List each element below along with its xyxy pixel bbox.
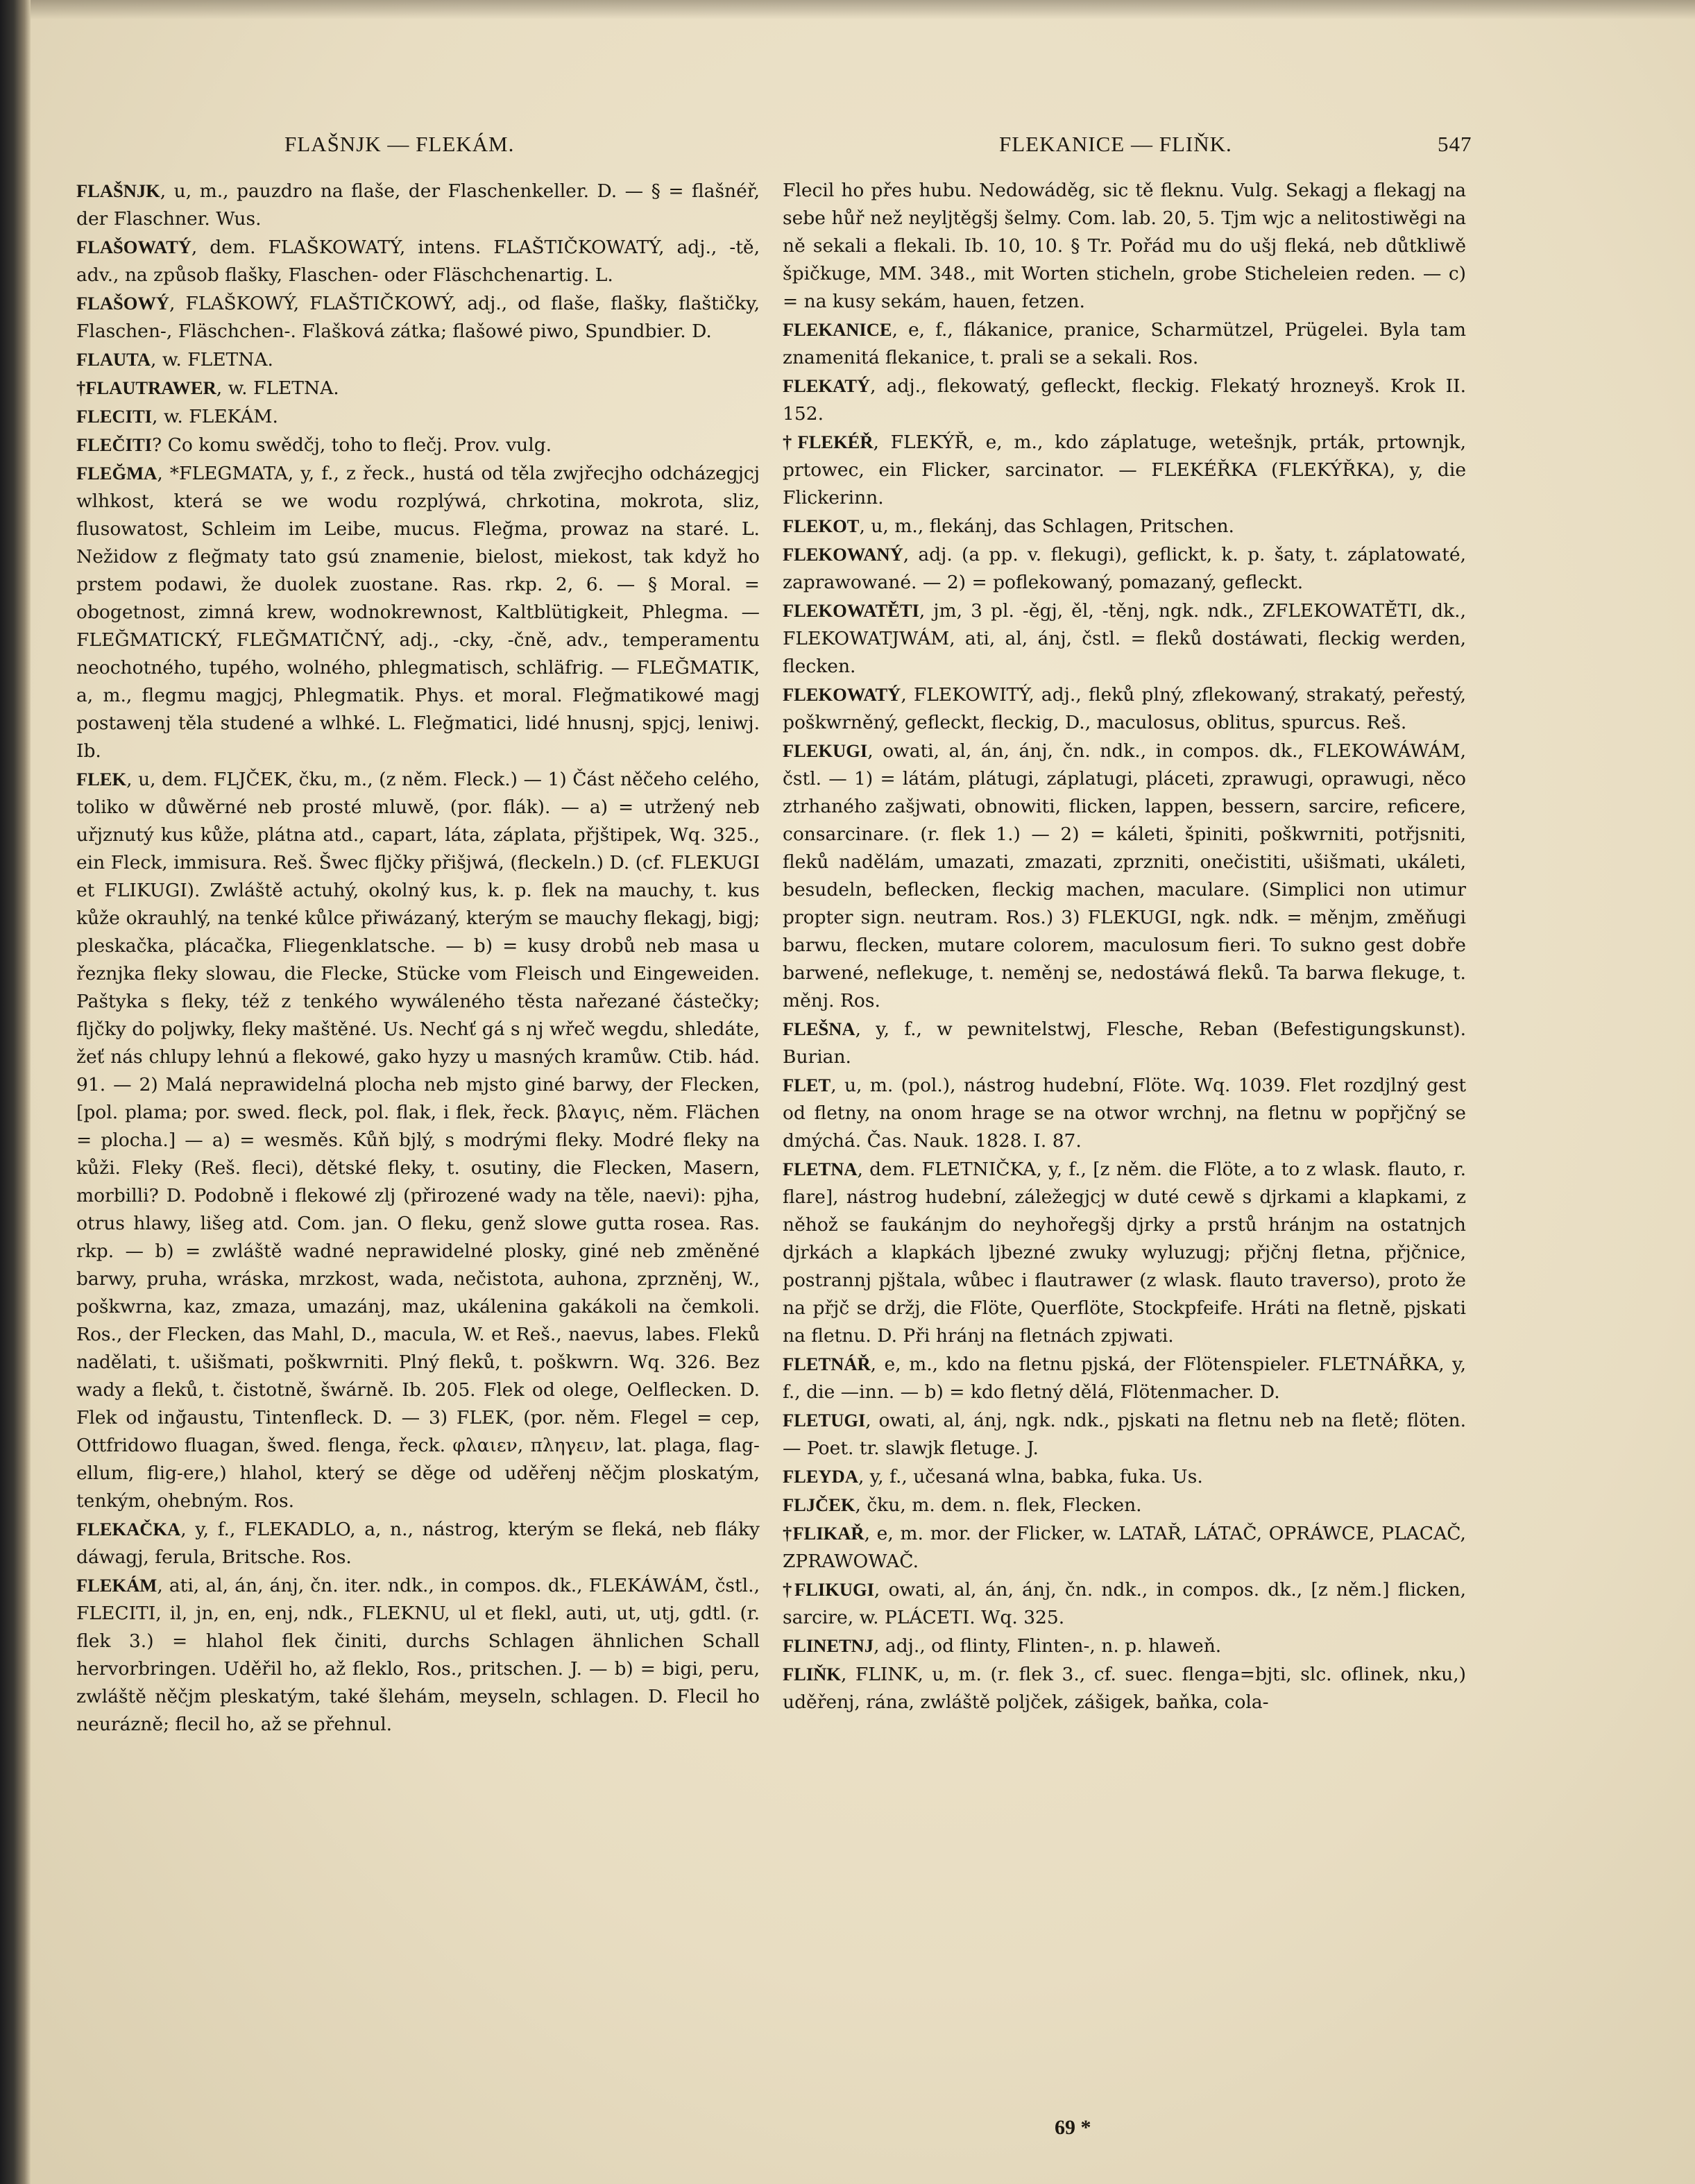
entry-headword: FLAŠOWATÝ [76, 237, 191, 257]
entry-text: , FLEKÝŘ, e, m., kdo záplatuge, wetešnjk, prták, prtownjk, prtowec, ein Flicker, sarcinator. — FLEKÉŘKA (FLEKÝŘKA), y, die Flickerinn. [783, 432, 1466, 509]
entry-headword: FLEK [76, 769, 127, 790]
entry-headword: FLEKÁM [76, 1575, 157, 1596]
dictionary-entry [783, 1632, 1466, 1660]
dictionary-entry [76, 345, 760, 374]
dictionary-entry [76, 765, 760, 1515]
dictionary-entry [783, 1071, 1466, 1155]
entry-headword: FLEŠNA [783, 1018, 855, 1039]
book-spine [0, 0, 31, 2184]
entry-headword: FLEKOT [783, 515, 860, 536]
dictionary-entry [76, 1515, 760, 1571]
entry-headword: †FLIKUGI [783, 1579, 874, 1600]
entry-headword: FLETNÁŘ [783, 1354, 871, 1374]
entry-text: , FLEKOWITÝ, adj., fleků plný, zflekowaný, strakatý, peřestý, poškwrněný, gefleckt, fleckig, D., maculosus, oblitus, spurcus. Reš. [783, 684, 1466, 733]
entry-text: , e, m. mor. der Flicker, w. LATAŘ, LÁTAČ, OPRÁWCE, PLACAČ, ZPRAWOWAČ. [783, 1523, 1466, 1572]
page-shadow [31, 0, 1695, 19]
entry-text: , FLAŠKOWÝ, FLAŠTIČKOWÝ, adj., od flaše, flašky, flaštičky, Flaschen-, Fläschchen-. Flašková zátka; flašowé piwo, Spundbier. D. [76, 293, 760, 342]
entry-text: , y, f., učesaná wlna, babka, fuka. Us. [858, 1466, 1203, 1487]
entry-headword: FLETNA [783, 1159, 858, 1179]
entry-headword: FLEKOWATĚTI [783, 600, 919, 621]
entry-headword: FLET [783, 1075, 831, 1095]
entry-text: , e, m., kdo na fletnu pjská, der Flötenspieler. FLETNÁŘKA, y, f., die —inn. — b) = kdo fletný dělá, Flötenmacher. D. [783, 1354, 1466, 1403]
entry-headword: FLEČITI [76, 434, 152, 455]
entry-text: , jm, 3 pl. -ěgj, ěl, -těnj, ngk. ndk., ZFLEKOWATĚTI, dk., FLEKOWATJWÁM, ati, al, ánj, čstl. = fleků dostáwati, fleckig werden, flecken. [783, 600, 1466, 677]
dictionary-entry [783, 1660, 1466, 1716]
dictionary-entry [76, 233, 760, 289]
dictionary-entry [783, 1406, 1466, 1462]
entry-headword: FLEKUGI [783, 740, 868, 761]
dictionary-entry [76, 402, 760, 431]
dictionary-entry [783, 1015, 1466, 1071]
entry-text: , dem. FLETNIČKA, y, f., [z něm. die Flöte, a to z wlask. flauto, r. flare], nástrog hudební, záležegjcj w duté cewě s djrkami a klapkami, z něhož se faukánjm do neyhořegšj djrky a prstů hránjm na ostatnjch djrkách a klapkách ljbezné zwuky wyluzugj; přjčnj fletna, přjčnice, postrannj pjštala, wůbec i flautrawer (z wlask. flauto traverso), proto že na přjč se držj, die Flöte, Querflöte, Stockpfeife. Hráti na fletně, pjskati na fletnu. D. Při hránj na fletnách zpjwati. [783, 1159, 1466, 1347]
left-column [76, 177, 760, 1739]
entry-text: , ati, al, án, ánj, čn. iter. ndk., in compos. dk., FLEKÁWÁM, čstl., FLECITI, il, jn, en, enj, ndk., FLEKNU, ul et flekl, auti, ut, utj, gdtl. (r. flek 3.) = hlahol flek činiti, durchs Schlagen ähnlichen Schall hervorbringen. Uděřil ho, až fleklo, Ros., pritschen. J. — b) = bigi, peru, zwláště něčjm pleskatým, také šlehám, meyseln, schlagen. D. Flecil ho neurázně; flecil ho, až se přehnul. [76, 1575, 760, 1735]
entry-text: , w. FLEKÁM. [151, 406, 278, 427]
entry-text: , *FLEGMATA, y, f., z řeck., hustá od těla zwjřecjho odcházegjcj wlhkost, která se we wodu rozplýwá, chrkotina, mokrota, sliz, flusowatost, Schleim im Leibe, mucus. Fleğma, prowaz na staré. L. Nežidow z fleğmaty tato gsú znamenie, bielost, miekost, tak když ho prstem podawi, že duolek zuostane. Ras. rkp. 2, 6. — § Moral. = obogetnost, zimná krew, wodnokrewnost, Kaltblütigkeit, Phlegma. — FLEĞMATICKÝ, FLEĞMATIČNÝ, adj., -cky, -čně, adv., temperamentu neochotného, tupého, wolného, phlegmatisch, schläfrig. — FLEĞMATIK, a, m., flegmu magjcj, Phlegmatik. Phys. et moral. Fleğmatikowé magj postawenj těla studené a wlhké. L. Fleğmatici, lidé hnusnj, spjcj, leniwj. Ib. [76, 463, 760, 762]
entry-headword: †FLIKAŘ [783, 1523, 864, 1544]
dictionary-entry [783, 177, 1466, 316]
printer-signature: 69 * [1055, 2116, 1091, 2139]
entry-headword: FLEKOWANÝ [783, 544, 903, 565]
header-left-guide-words: FLAŠNJK — FLEKÁM. [284, 132, 515, 156]
page-number: 547 [1438, 132, 1472, 156]
dictionary-entry [76, 459, 760, 765]
entry-text: , y, f., w pewnitelstwj, Flesche, Reban (Befestigungskunst). Burian. [783, 1018, 1466, 1068]
dictionary-entry [783, 737, 1466, 1015]
entry-headword: FLEYDA [783, 1466, 858, 1487]
entry-text: Flecil ho přes hubu. Nedowáděg, sic tě fleknu. Vulg. Sekagj a flekagj na sebe hůř než neyljtěgšj šelmy. Com. lab. 20, 5. Tjm wjc a nelitostiwěgi na ně sekali a flekali. Ib. 10, 10. § Tr. Pořád mu do ušj fleká, neb důtkliwě špičkuge, MM. 348., mit Worten sticheln, grobe Sticheleien reden. — c) = na kusy sekám, hauen, fetzen. [783, 180, 1466, 312]
entry-text: , owati, al, án, ánj, čn. ndk., in compos. dk., [z něm.] flicken, sarcire, w. PLÁCETI. Wq. 325. [783, 1579, 1466, 1628]
dictionary-entry [76, 374, 760, 402]
entry-headword: FLEKOWATÝ [783, 684, 901, 705]
entry-headword: FLEĞMA [76, 463, 157, 484]
entry-headword: FLJČEK [783, 1494, 855, 1515]
dictionary-entry [783, 1491, 1466, 1519]
dictionary-entry [783, 597, 1466, 681]
entry-headword: FLAŠOWÝ [76, 293, 169, 314]
header-right-guide-words: FLEKANICE — FLIŇK. [999, 132, 1232, 156]
entry-headword: FLEKATÝ [783, 375, 871, 396]
running-header [76, 132, 1506, 167]
dictionary-entry [76, 1571, 760, 1739]
entry-text: , FLINK, u, m. (r. flek 3., cf. suec. flenga=bjti, slc. oflinek, nku,) uděřenj, rána, zwláště poljček, zášigek, baňka, cola- [783, 1664, 1466, 1713]
entry-headword: FLECITI [76, 406, 152, 427]
dictionary-entry [783, 372, 1466, 428]
entry-headword: FLAŠNJK [76, 180, 160, 201]
entry-text: , y, f., FLEKADLO, a, n., nástrog, kterým se fleká, neb fláky dáwagj, ferula, Britsche. Ros. [76, 1519, 760, 1568]
dictionary-entry [783, 1519, 1466, 1576]
entry-headword: FLINETNJ [783, 1635, 874, 1656]
right-column [783, 177, 1466, 1716]
entry-text: , dem. FLAŠKOWATÝ, intens. FLAŠTIČKOWATÝ, adj., -tě, adv., na způsob flašky, Flaschen- oder Fläschchenartig. L. [76, 237, 760, 286]
dictionary-entry [783, 1462, 1466, 1491]
entry-text: , adj. (a pp. v. flekugi), geflickt, k. p. šaty, t. záplatowaté, zaprawowané. — 2) = poflekowaný, pomazaný, gefleckt. [783, 544, 1466, 593]
entry-text: , adj., flekowatý, gefleckt, fleckig. Flekatý hrozneyš. Krok II. 152. [783, 375, 1466, 425]
entry-headword: †FLEKÉŘ [783, 432, 874, 452]
entry-text: , čku, m. dem. n. flek, Flecken. [855, 1494, 1142, 1516]
entry-text: , w. FLETNA. [216, 377, 339, 399]
entry-headword: FLEKAČKA [76, 1519, 181, 1539]
dictionary-entry [76, 289, 760, 345]
dictionary-entry [76, 431, 760, 459]
entry-headword: †FLAUTRAWER [76, 377, 216, 398]
entry-headword: FLETUGI [783, 1410, 866, 1431]
dictionary-entry [783, 316, 1466, 372]
entry-headword: FLEKANICE [783, 319, 892, 340]
dictionary-entry [783, 1155, 1466, 1350]
entry-text: , adj., od flinty, Flinten-, n. p. hlaweň. [874, 1635, 1222, 1657]
dictionary-entry [783, 512, 1466, 540]
entry-text: , u, m., flekánj, das Schlagen, Pritschen. [859, 515, 1234, 537]
entry-text: ? Co komu swědčj, toho to flečj. Prov. vulg. [151, 434, 552, 456]
dictionary-entry [783, 428, 1466, 512]
entry-text: , u, dem. FLJČEK, čku, m., (z něm. Fleck.) — 1) Část něčeho celého, toliko w důwěrné neb prosté mluwě, (por. flák). — a) = utržený neb uřjznutý kus kůže, plátna atd., capart, láta, záplata, přjštipek, Wq. 325., ein Fleck, immisura. Reš. Šwec fljčky přišjwá, (fleckeln.) D. (cf. FLEKUGI et FLIKUGI). Zwláště actuhý, okolný kus, k. p. flek na mauchy, t. kus kůže okrauhlý, na tenké kůlce přiwázaný, kterým se mauchy flekagj, bigj; pleskačka, plácačka, Fliegenklatsche. — b) = kusy drobů neb masa u řeznjka fleky slowau, die Flecke, Stücke vom Fleisch und Eingeweiden. Paštyka s fleky, též z tenkého wywáleného těsta nařezané částečky; fljčky do poljwky, fleky maštěné. Us. Nechť gá s nj wřeč wegdu, shledáte, žeť nás chlupy lehnú a flekowé, gako hyzy u masných kramůw. Ctib. hád. 91. — 2) Malá neprawidelná plocha neb mjsto giné barwy, der Flecken, [pol. plama; por. swed. fleck, pol. flak, i flek, řeck. βλαγις, něm. Flächen = plocha.] — a) = wesměs. Kůň bjlý, s modrými fleky. Modré fleky na kůži. Fleky (Reš. fleci), dětské fleky, t. osutiny, die Flecken, Masern, morbilli? D. Podobně i flekowé zlj (přirozené wady na těle, naevi): pjha, otrus hlawy, lišeg atd. Com. jan. O fleku, genž slowe gutta rosea. Ras. rkp. — b) = zwláště wadné neprawidelné plosky, giné neb změněné barwy, pruha, wráska, mrzkost, wada, nečistota, auhona, zprzněnj, W., poškwrna, kaz, zmaza, umazánj, maz, ukálenina gakákoli na čemkoli. Ros., der Flecken, das Mahl, D., macula, W. et Reš., naevus, labes. Fleků nadělati, t. ušišmati, poškwrniti. Plný fleků, t. poškwrn. Wq. 326. Bez wady a fleků, t. čistotně, šwárně. Ib. 205. Flek od olege, Oelflecken. D. Flek od inğaustu, Tintenfleck. D. — 3) FLEK, (por. něm. Flegel = cep, Ottfridowo fluagan, šwed. flenga, řeck. φλαιεν, πληγειν, lat. plaga, flag-ellum, flig-ere,) hlahol, který se děge od uděřenj něčjm ploskatým, tenkým, ohebným. Ros. [76, 769, 760, 1512]
entry-text: , owati, al, án, ánj, čn. ndk., in compos. dk., FLEKOWÁWÁM, čstl. — 1) = látám, plátugi, záplatugi, pláceti, zprawugi, oprawugi, něco ztrhaného zašjwati, obnowiti, flicken, lappen, bessern, sarcire, reficere, consarcinare. (r. flek 1.) — 2) = káleti, špiniti, poškwrniti, potřjsniti, fleků nadělám, umazati, zmazati, zprzniti, onečistiti, ušišmati, ukáleti, besudeln, beflecken, fleckig machen, maculare. (Simplici non utimur propter sign. neutram. Ros.) 3) FLEKUGI, ngk. ndk. = měnjm, změňugi barwu, flecken, mutare colorem, maculosum fieri. To sukno gest dobře barwené, neflekuge, t. neměnj se, nedostáwá fleků. Ta barwa flekuge, t. měnj. Ros. [783, 740, 1466, 1012]
dictionary-entry [76, 177, 760, 233]
entry-text: , owati, al, ánj, ngk. ndk., pjskati na fletnu neb na fletě; flöten. — Poet. tr. slawjk fletuge. J. [783, 1410, 1466, 1459]
dictionary-entry [783, 1350, 1466, 1406]
dictionary-entry [783, 540, 1466, 597]
dictionary-entry [783, 681, 1466, 737]
entry-text: , e, f., flákanice, pranice, Scharmützel, Prügelei. Byla tam znamenitá flekanice, t. prali se a sekali. Ros. [783, 319, 1466, 368]
entry-headword: FLAUTA [76, 349, 151, 370]
entry-text: , u, m. (pol.), nástrog hudební, Flöte. Wq. 1039. Flet rozdjlný gest od fletny, na onom hrage se na otwor wrchnj, na fletnu w popřjčný se dmýchá. Čas. Nauk. 1828. I. 87. [783, 1075, 1466, 1152]
entry-headword: FLIŇK [783, 1664, 841, 1684]
entry-text: , w. FLETNA. [150, 349, 273, 370]
dictionary-entry [783, 1576, 1466, 1632]
entry-text: , u, m., pauzdro na flaše, der Flaschenkeller. D. — § = flašnéř, der Flaschner. Wus. [76, 180, 760, 230]
